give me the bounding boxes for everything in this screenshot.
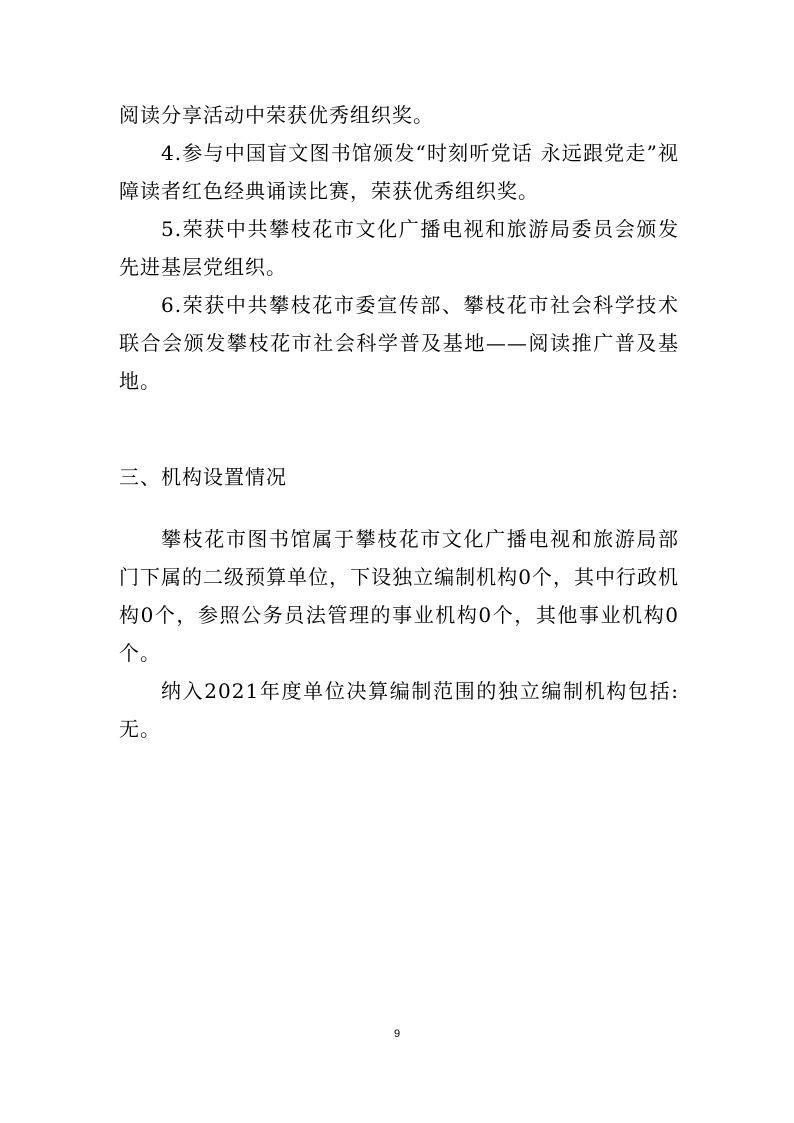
paragraph-scope: 纳入2021年度单位决算编制范围的独立编制机构包括:无。	[119, 679, 679, 741]
org-structure-section	[119, 520, 679, 748]
paragraph-award-5: 5.荣获中共攀枝花市文化广播电视和旅游局委员会颁发先进基层党组织。	[119, 217, 679, 279]
section-heading: 三、机构设置情况	[119, 465, 287, 489]
awards-continuation-section	[119, 96, 679, 400]
paragraph-org-structure: 攀枝花市图书馆属于攀枝花市文化广播电视和旅游局部门下属的二级预算单位，下设独立编制机构0个，其中行政机构0个，参照公务员法管理的事业机构0个，其他事业机构0个。	[119, 527, 679, 665]
page-number: 9	[393, 1028, 401, 1040]
paragraph-award-6: 6.荣获中共攀枝花市委宣传部、攀枝花市社会科学技术联合会颁发攀枝花市社会科学普及基地——阅读推广普及基地。	[119, 293, 679, 393]
paragraph-award-4: 4.参与中国盲文图书馆颁发“时刻听党话 永远跟党走”视障读者红色经典诵读比赛，荣获优秀组织奖。	[119, 141, 679, 203]
paragraph-continuation: 阅读分享活动中荣获优秀组织奖。	[119, 103, 434, 127]
